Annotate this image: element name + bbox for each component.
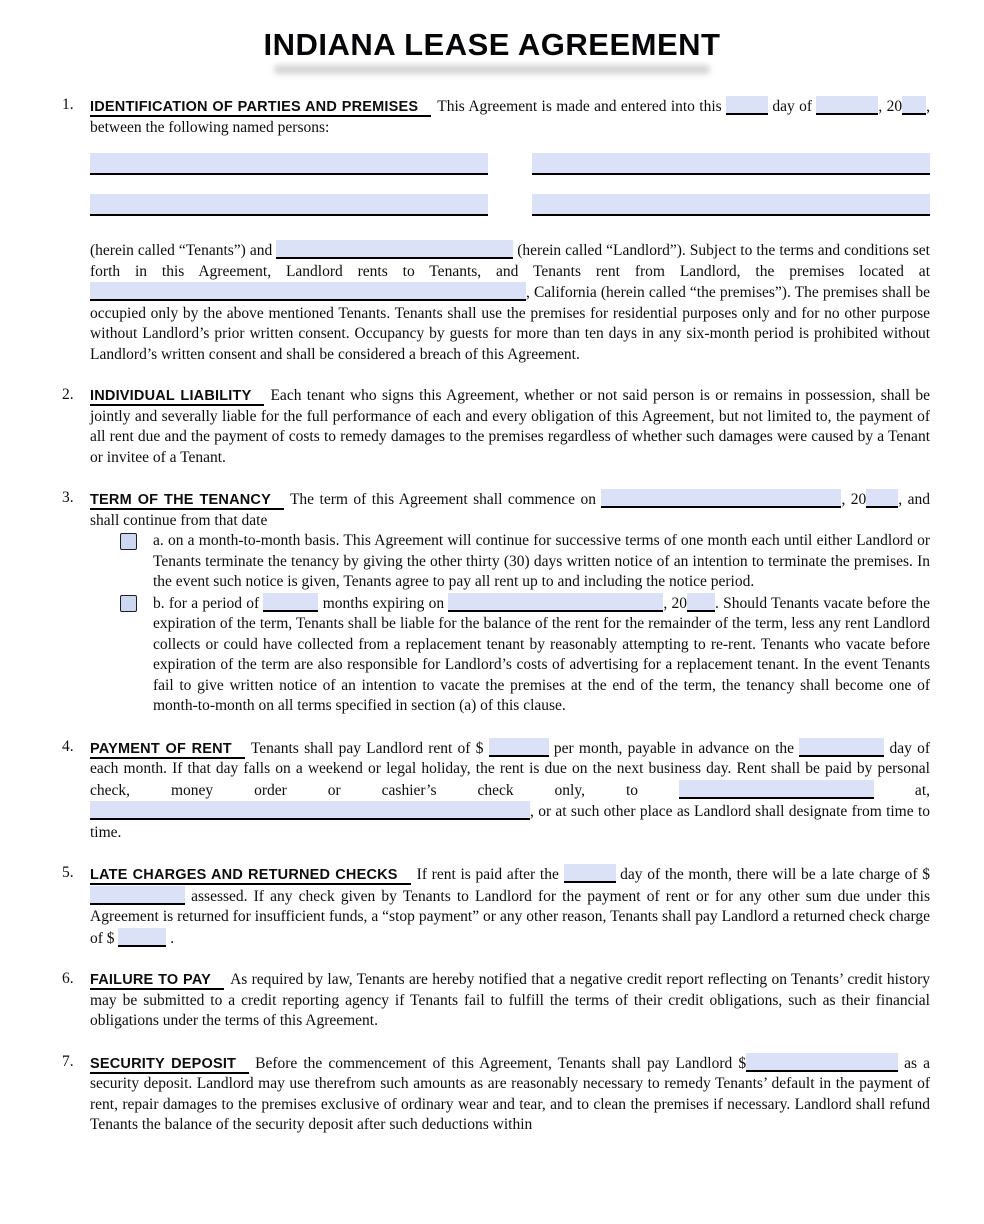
section-heading: SECURITY DEPOSIT [90,1056,249,1074]
rent-amount-blank[interactable] [489,738,549,757]
security-deposit-amount-blank[interactable] [746,1053,898,1072]
checkbox-option-b[interactable] [120,595,137,612]
payee-name-blank[interactable] [679,780,874,799]
late-after-day-blank[interactable] [564,864,616,883]
party-name-field-2[interactable] [532,153,930,175]
sections-container [0,96,984,1136]
day-of-month-blank[interactable] [726,96,768,115]
document-title: INDIANA LEASE AGREEMENT [263,27,721,62]
section-number: 1. [62,96,74,113]
section-identification-of-parties [0,96,984,365]
section-failure-to-pay [0,970,984,1032]
section-payment-of-rent [0,738,984,844]
section-heading: TERM OF THE TENANCY [90,492,284,510]
payment-place-blank[interactable] [90,801,530,820]
party-name-field-3[interactable] [90,194,488,216]
premises-address-blank[interactable] [90,282,526,301]
expiration-date-blank[interactable] [448,593,663,612]
checkbox-option-a[interactable] [120,533,137,550]
section-number: 7. [62,1052,74,1070]
section-number: 3. [62,489,74,506]
section-heading: INDIVIDUAL LIABILITY [90,388,264,406]
section-individual-liability [0,386,984,468]
paragraph: (herein called “Tenants”) and (herein called “Landlord”). Subject to the terms and conditions set forth in this Agreement, Landlord rents to Tenants, and Tenants rent from Landlord, the premises located at , California (herein called “the premises”). The premises shall be occupied only by the above mentioned Tenants. Tenants shall use the premises for residential purposes only and for no other purpose without Landlord’s prior written consent. Occupancy by guests for more than ten days in any six-month period is prohibited without Landlord’s written consent and shall be considered a breach of this Agreement. [90,242,930,363]
expiration-year-blank[interactable] [687,593,715,612]
section-heading: IDENTIFICATION OF PARTIES AND PREMISES [90,99,431,117]
section-late-charges-returned-checks [0,864,984,949]
paragraph: IDENTIFICATION OF PARTIES AND PREMISES This Agreement is made and entered into this day of , 20 , between the following named persons: [90,98,931,136]
late-charge-amount-blank[interactable] [90,886,185,905]
rent-due-day-blank[interactable] [799,738,884,757]
month-blank[interactable] [816,96,878,115]
party-name-field-1[interactable] [90,153,488,175]
section-number: 4. [62,737,74,755]
party-name-field-4[interactable] [532,194,930,216]
paragraph: TERM OF THE TENANCY The term of this Agreement shall commence on , 20 , and shall continue from that date [90,491,931,529]
section-heading: PAYMENT OF RENT [90,741,245,759]
landlord-name-blank[interactable] [276,240,513,259]
term-option-b [120,593,930,717]
option-text: a. on a month-to-month basis. This Agreement will continue for successive terms of one month each until either Landlord or Tenants terminate the tenancy by giving the other thirty (30) days written notice of an intention to terminate the premises. In the event such notice is given, Tenants agree to pay all rent up to and including the notice period. [153,532,930,590]
paragraph: SECURITY DEPOSIT Before the commencement of this Agreement, Tenants shall pay Landlord $ as a security deposit. Landlord may use therefrom such amounts as are reasonably necessary to remedy Tenants’ default in the payment of rent, repair damages to the premises exclusive of ordinary wear and tear, and to clean the premises if necessary. Landlord shall refund Tenants the balance of the security deposit after such deductions within [90,1054,930,1133]
party-name-grid [90,153,930,216]
term-option-a [120,531,930,593]
section-heading: LATE CHARGES AND RETURNED CHECKS [90,867,411,885]
paragraph: INDIVIDUAL LIABILITY Each tenant who signs this Agreement, whether or not said person is or remains in possession, shall be jointly and severally liable for the full performance of each and every obligation of this Agreement, but not limited to, the payment of all rent due and the payment of costs to remedy damages to the premises regardless of whether such damages were caused by a Tenant or invitee of a Tenant. [90,387,930,466]
section-term-of-tenancy [0,489,984,717]
option-text: b. for a period of months expiring on , 20 . Should Tenants vacate before the expiration of the term, Tenants shall be liable for the balance of the rent for the remainder of the term, less any rent Landlord collects or could have collected from a replacement tenant by reasonably attempting to re-rent. Tenants who vacate before expiration of the term are also responsible for Landlord’s costs of advertising for a replacement tenant. In the event Tenants fail to give written notice of an intention to vacate the premises at the end of the term, the tenancy shall become one of month-to-month on all terms specified in section (a) of this clause. [153,594,930,714]
section-number: 6. [62,970,74,987]
year-blank[interactable] [902,96,926,115]
paragraph: LATE CHARGES AND RETURNED CHECKS If rent is paid after the day of the month, there will be a late charge of $ assessed. If any check given by Tenants to Landlord for the payment of rent or for any other sum due under this Agreement is returned for insufficient funds, a “stop payment” or any other reason, Tenants shall pay Landlord a returned check charge of $ . [90,866,930,947]
commencement-year-blank[interactable] [866,489,898,508]
section-security-deposit [0,1053,984,1136]
section-number: 2. [62,386,74,403]
section-heading: FAILURE TO PAY [90,972,224,990]
commencement-date-blank[interactable] [601,489,841,508]
paragraph: FAILURE TO PAY As required by law, Tenants are hereby notified that a negative credit report reflecting on Tenants’ credit history may be submitted to a credit reporting agency if Tenants fail to fulfill the terms of their credit obligations, such as their financial obligations under the terms of this Agreement. [90,971,930,1029]
paragraph: PAYMENT OF RENT Tenants shall pay Landlord rent of $ per month, payable in advance on the day of each month. If that day falls on a weekend or legal holiday, the rent is due on the next business day. Rent shall be paid by personal check, money order or cashier’s check only, to at, , or at such other place as Landlord shall designate from time to time. [90,739,930,841]
term-months-blank[interactable] [263,593,318,612]
title-ghost-artifact [274,65,710,74]
section-number: 5. [62,864,74,881]
returned-check-charge-blank[interactable] [118,928,166,947]
